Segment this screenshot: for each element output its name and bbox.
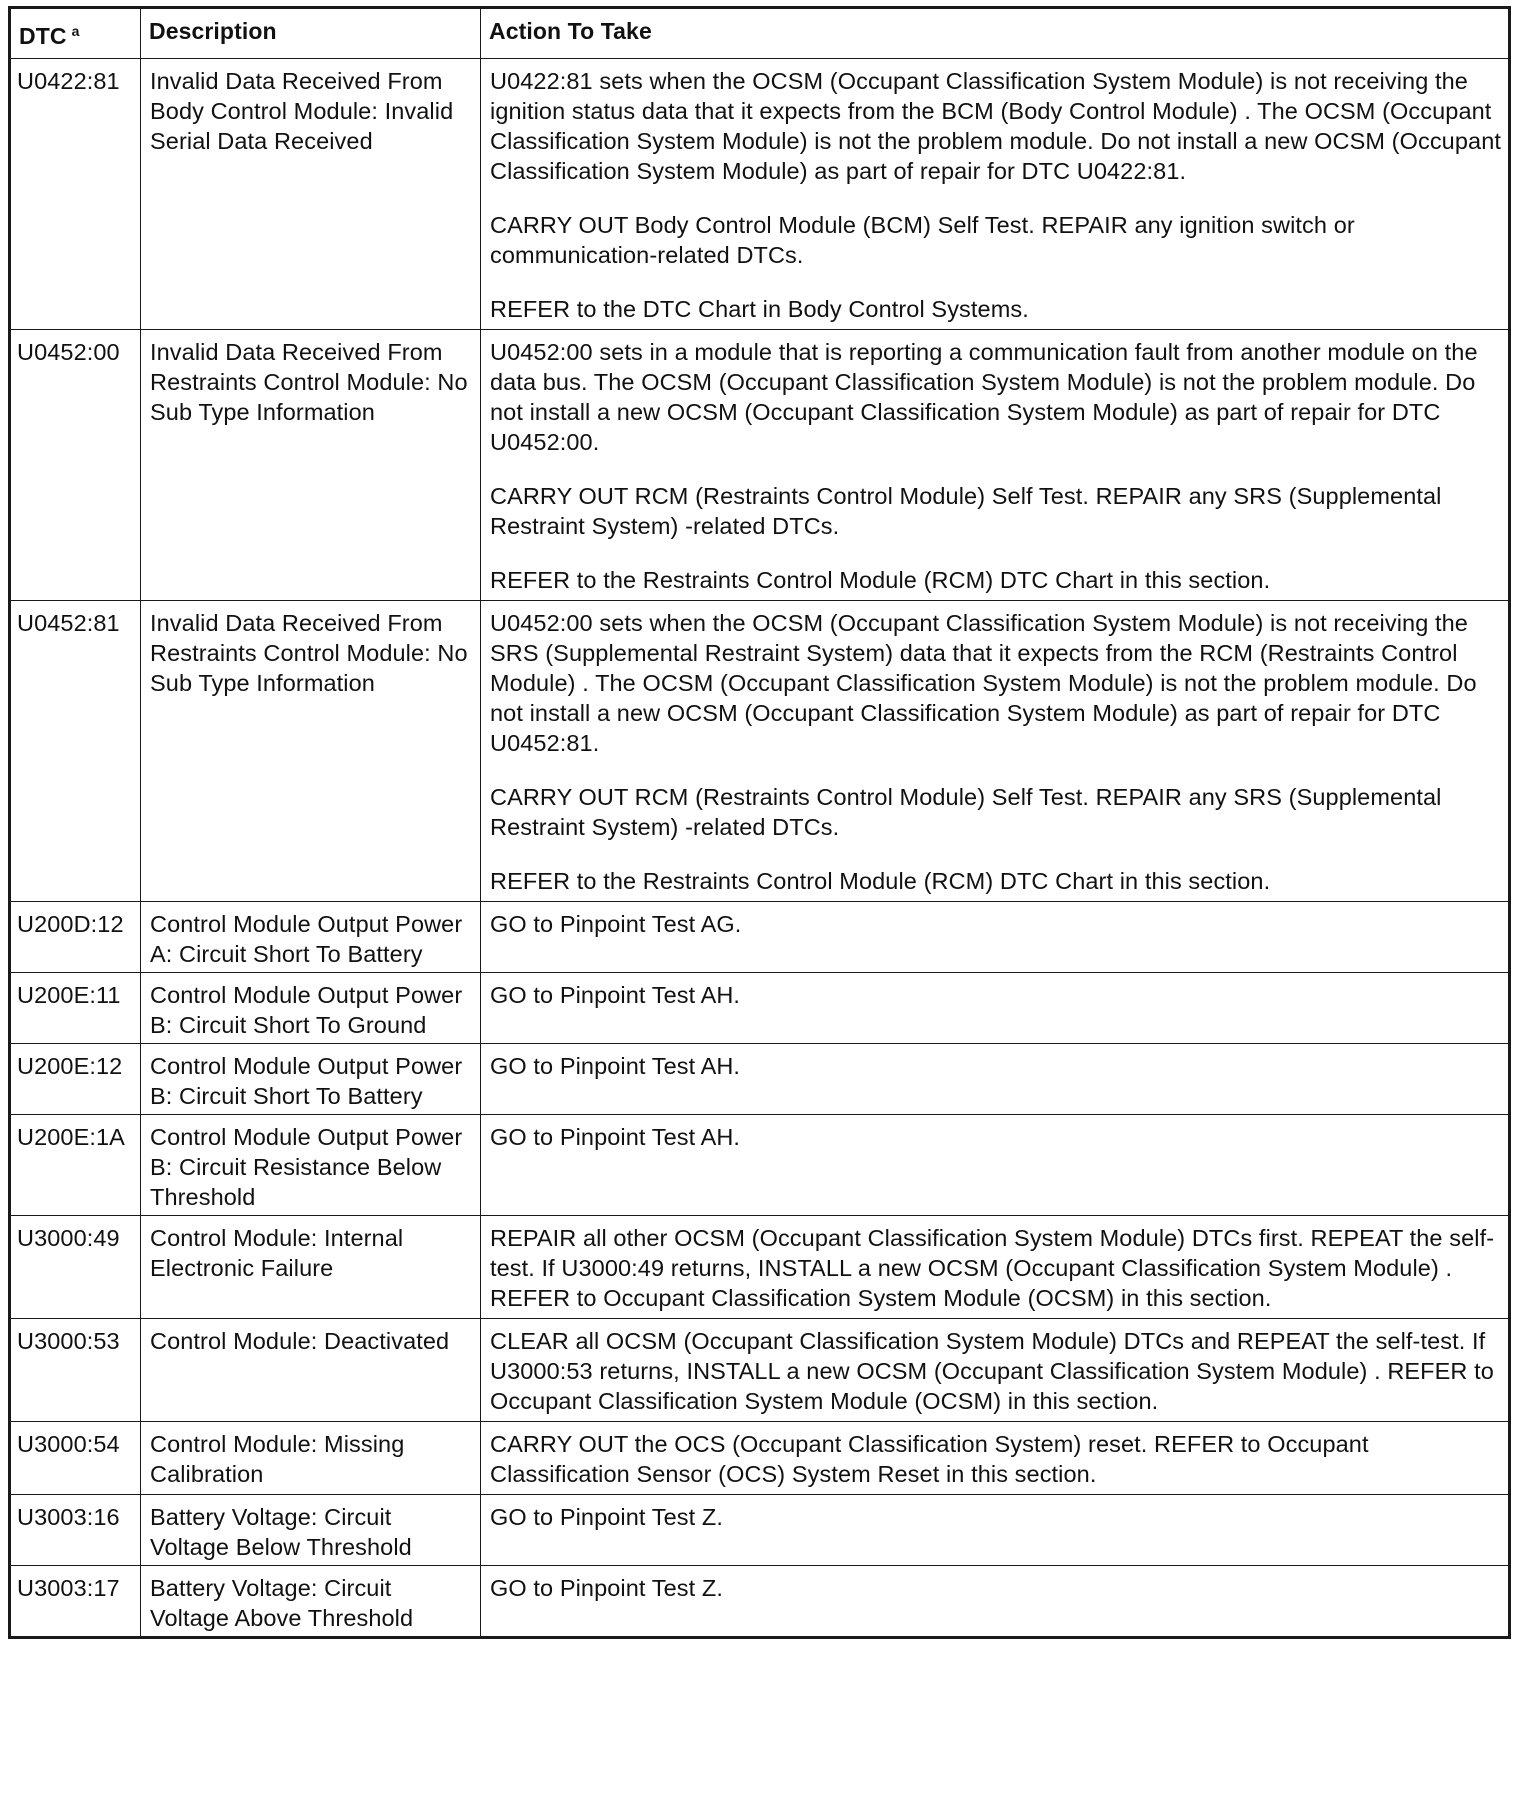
dtc-action	[481, 1216, 1510, 1319]
action-paragraph: CLEAR all OCSM (Occupant Classification System Module) DTCs and REPEAT the self-test. If U3000:53 returns, INSTALL a new OCSM (Occupant Classification System Module) . REFER to Occupant Classification System Module (OCSM) in this section.	[490, 1328, 1494, 1414]
dtc-code: U0452:00	[10, 330, 141, 601]
table-row	[10, 973, 1510, 1044]
action-paragraph: GO to Pinpoint Test AH.	[490, 1124, 741, 1150]
dtc-code: U3003:16	[10, 1495, 141, 1566]
action-paragraph: U0452:00 sets when the OCSM (Occupant Classification System Module) is not receiving the SRS (Supplemental Restraint System) data that it expects from the RCM (Restraints Control Module) . The OCSM (Occupant Classification System Module) is not the problem module. Do not install a new OCSM (Occupant Classification System Module) as part of repair for DTC U0452:81.	[490, 610, 1477, 756]
dtc-description: Control Module: Internal Electronic Failure	[141, 1216, 481, 1319]
action-paragraph: REPAIR all other OCSM (Occupant Classification System Module) DTCs first. REPEAT the self-test. If U3000:49 returns, INSTALL a new OCSM (Occupant Classification System Module) . REFER to Occupant Classification System Module (OCSM) in this section.	[490, 1225, 1495, 1311]
header-dtc-label: DTC	[19, 23, 67, 49]
dtc-description: Control Module: Deactivated	[141, 1319, 481, 1422]
action-paragraph: GO to Pinpoint Test AH.	[490, 982, 741, 1008]
action-paragraph: CARRY OUT RCM (Restraints Control Module) Self Test. REPAIR any SRS (Supplemental Restraint System) -related DTCs.	[490, 483, 1442, 539]
header-action: Action To Take	[481, 8, 1510, 59]
dtc-action	[481, 330, 1510, 601]
table-row	[10, 601, 1510, 902]
dtc-code: U0422:81	[10, 59, 141, 330]
dtc-code: U200E:1A	[10, 1115, 141, 1216]
dtc-description: Control Module Output Power B: Circuit Resistance Below Threshold	[141, 1115, 481, 1216]
dtc-table	[8, 6, 1511, 1639]
action-paragraph: GO to Pinpoint Test AG.	[490, 911, 742, 937]
action-paragraph: REFER to the Restraints Control Module (RCM) DTC Chart in this section.	[490, 567, 1271, 593]
header-row	[10, 8, 1510, 59]
action-paragraph: GO to Pinpoint Test AH.	[490, 1053, 741, 1079]
table-row	[10, 902, 1510, 973]
table-row	[10, 1566, 1510, 1638]
header-dtc-footnote: a	[71, 23, 80, 39]
table-body	[10, 59, 1510, 1638]
dtc-action	[481, 1319, 1510, 1422]
dtc-code: U3000:54	[10, 1422, 141, 1495]
table-row	[10, 59, 1510, 330]
dtc-action	[481, 973, 1510, 1044]
dtc-description: Control Module Output Power B: Circuit Short To Battery	[141, 1044, 481, 1115]
action-paragraph: REFER to the Restraints Control Module (RCM) DTC Chart in this section.	[490, 868, 1271, 894]
dtc-description: Control Module Output Power A: Circuit Short To Battery	[141, 902, 481, 973]
dtc-code: U200D:12	[10, 902, 141, 973]
dtc-description: Invalid Data Received From Restraints Control Module: No Sub Type Information	[141, 601, 481, 902]
table-row	[10, 1495, 1510, 1566]
dtc-description: Battery Voltage: Circuit Voltage Above Threshold	[141, 1566, 481, 1638]
dtc-chart-sheet	[8, 6, 1508, 1639]
header-dtc	[10, 8, 141, 59]
table-row	[10, 1319, 1510, 1422]
action-paragraph: U0452:00 sets in a module that is reporting a communication fault from another module on the data bus. The OCSM (Occupant Classification System Module) is not the problem module. Do not install a new OCSM (Occupant Classification System Module) as part of repair for DTC U0452:00.	[490, 339, 1478, 455]
action-paragraph: U0422:81 sets when the OCSM (Occupant Classification System Module) is not receiving the ignition status data that it expects from the BCM (Body Control Module) . The OCSM (Occupant Classification System Module) is not the problem module. Do not install a new OCSM (Occupant Classification System Module) as part of repair for DTC U0422:81.	[490, 68, 1501, 184]
dtc-description: Control Module Output Power B: Circuit Short To Ground	[141, 973, 481, 1044]
dtc-description: Control Module: Missing Calibration	[141, 1422, 481, 1495]
dtc-description: Battery Voltage: Circuit Voltage Below Threshold	[141, 1495, 481, 1566]
dtc-code: U200E:11	[10, 973, 141, 1044]
dtc-action	[481, 59, 1510, 330]
table-row	[10, 1422, 1510, 1495]
table-row	[10, 330, 1510, 601]
table-row	[10, 1115, 1510, 1216]
action-paragraph: CARRY OUT Body Control Module (BCM) Self Test. REPAIR any ignition switch or communication-related DTCs.	[490, 212, 1355, 268]
dtc-description: Invalid Data Received From Body Control Module: Invalid Serial Data Received	[141, 59, 481, 330]
dtc-action	[481, 1422, 1510, 1495]
dtc-action	[481, 601, 1510, 902]
action-paragraph: GO to Pinpoint Test Z.	[490, 1575, 723, 1601]
action-paragraph: CARRY OUT RCM (Restraints Control Module) Self Test. REPAIR any SRS (Supplemental Restraint System) -related DTCs.	[490, 784, 1442, 840]
dtc-code: U3000:53	[10, 1319, 141, 1422]
dtc-code: U200E:12	[10, 1044, 141, 1115]
dtc-action	[481, 1566, 1510, 1638]
dtc-action	[481, 1115, 1510, 1216]
dtc-code: U3003:17	[10, 1566, 141, 1638]
table-header	[10, 8, 1510, 59]
dtc-action	[481, 1495, 1510, 1566]
dtc-action	[481, 902, 1510, 973]
dtc-code: U3000:49	[10, 1216, 141, 1319]
table-row	[10, 1044, 1510, 1115]
action-paragraph: GO to Pinpoint Test Z.	[490, 1504, 723, 1530]
header-description: Description	[141, 8, 481, 59]
action-paragraph: REFER to the DTC Chart in Body Control Systems.	[490, 296, 1029, 322]
dtc-code: U0452:81	[10, 601, 141, 902]
table-row	[10, 1216, 1510, 1319]
dtc-description: Invalid Data Received From Restraints Control Module: No Sub Type Information	[141, 330, 481, 601]
action-paragraph: CARRY OUT the OCS (Occupant Classification System) reset. REFER to Occupant Classification Sensor (OCS) System Reset in this section.	[490, 1431, 1369, 1487]
dtc-action	[481, 1044, 1510, 1115]
